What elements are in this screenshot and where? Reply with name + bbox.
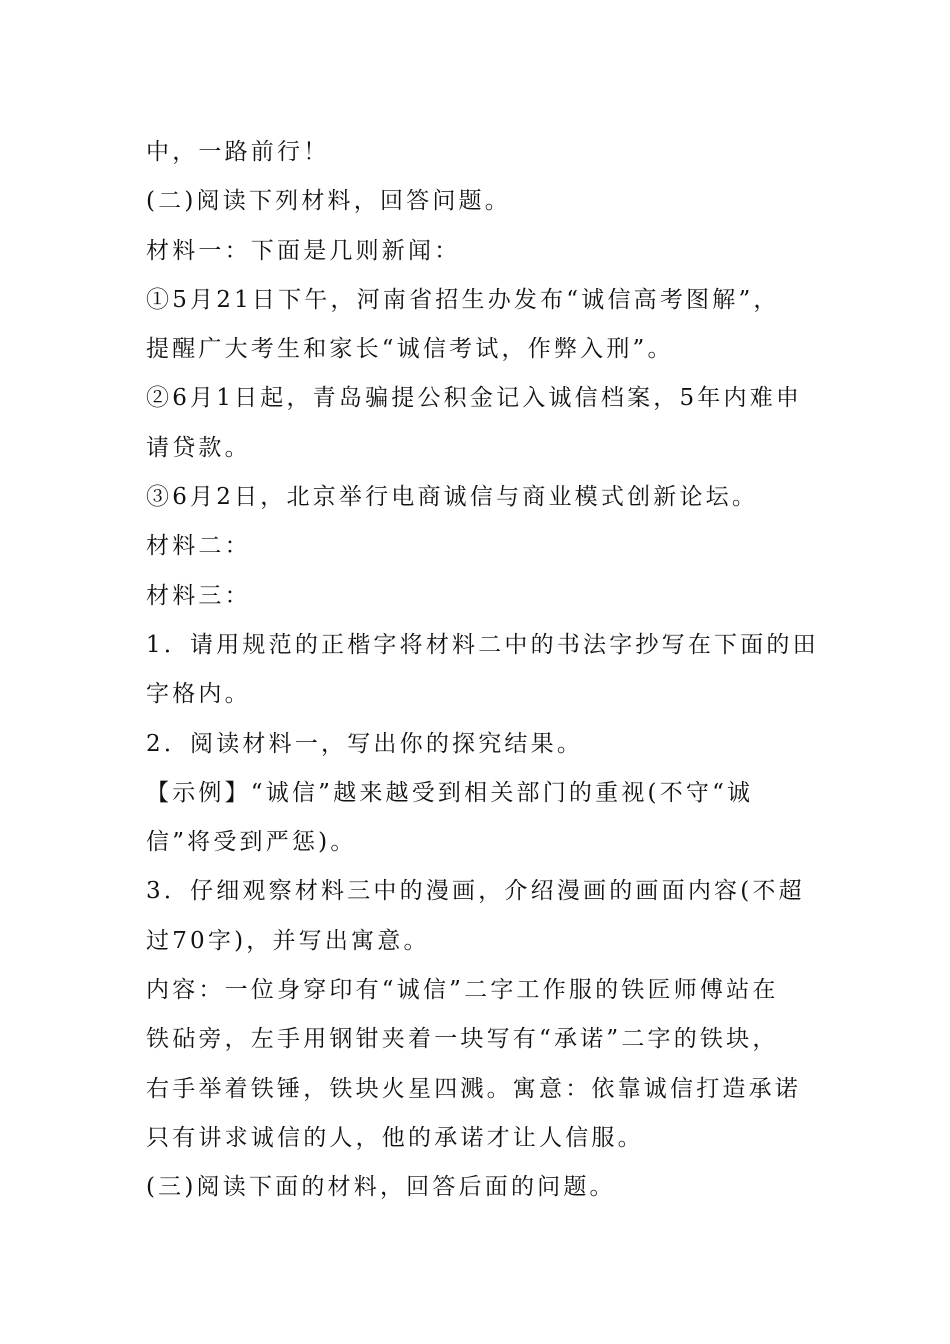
- material-one-label: 材料一：下面是几则新闻：: [146, 237, 461, 264]
- news-item-3: ③6月2日，北京举行电商诚信与商业模式创新论坛。: [146, 484, 759, 511]
- material-three-label: 材料三：: [146, 582, 251, 609]
- news-item-2: ②6月1日起，青岛骗提公积金记入诚信档案，5年内难申: [146, 385, 803, 412]
- question-3-cont: 过70字)，并写出寓意。: [146, 927, 430, 954]
- news-item-1-cont: 提醒广大考生和家长“诚信考试，作弊入刑”。: [146, 336, 674, 363]
- example-answer: 【示例】“诚信”越来越受到相关部门的重视(不守“诚: [146, 779, 754, 806]
- text-line-continuation: 中，一路前行！: [146, 139, 330, 165]
- news-item-2-cont: 请贷款。: [146, 434, 251, 461]
- answer-content: 内容：一位身穿印有“诚信”二字工作服的铁匠师傅站在: [146, 977, 779, 1004]
- answer-content-cont-2: 右手举着铁锤，铁块火星四溅。寓意：依靠诚信打造承诺: [146, 1075, 801, 1102]
- example-answer-cont: 信”将受到严惩)。: [146, 829, 357, 856]
- section-heading-three: (三)阅读下面的材料，回答后面的问题。: [146, 1174, 616, 1201]
- news-item-1: ①5月21日下午，河南省招生办发布“诚信高考图解”，: [146, 286, 780, 313]
- question-2: 2．阅读材料一，写出你的探究结果。: [146, 730, 584, 757]
- answer-content-cont-1: 铁砧旁，左手用钢钳夹着一块写有“承诺”二字的铁块，: [146, 1026, 779, 1053]
- material-two-label: 材料二：: [146, 533, 251, 560]
- question-3: 3．仔细观察材料三中的漫画，介绍漫画的画面内容(不超: [146, 878, 805, 905]
- section-heading-two: (二)阅读下列材料，回答问题。: [146, 188, 511, 215]
- question-1: 1．请用规范的正楷字将材料二中的书法字抄写在下面的田: [146, 631, 819, 658]
- document-body: [146, 128, 826, 1213]
- answer-content-cont-3: 只有讲求诚信的人，他的承诺才让人信服。: [146, 1124, 644, 1151]
- question-1-cont: 字格内。: [146, 681, 251, 708]
